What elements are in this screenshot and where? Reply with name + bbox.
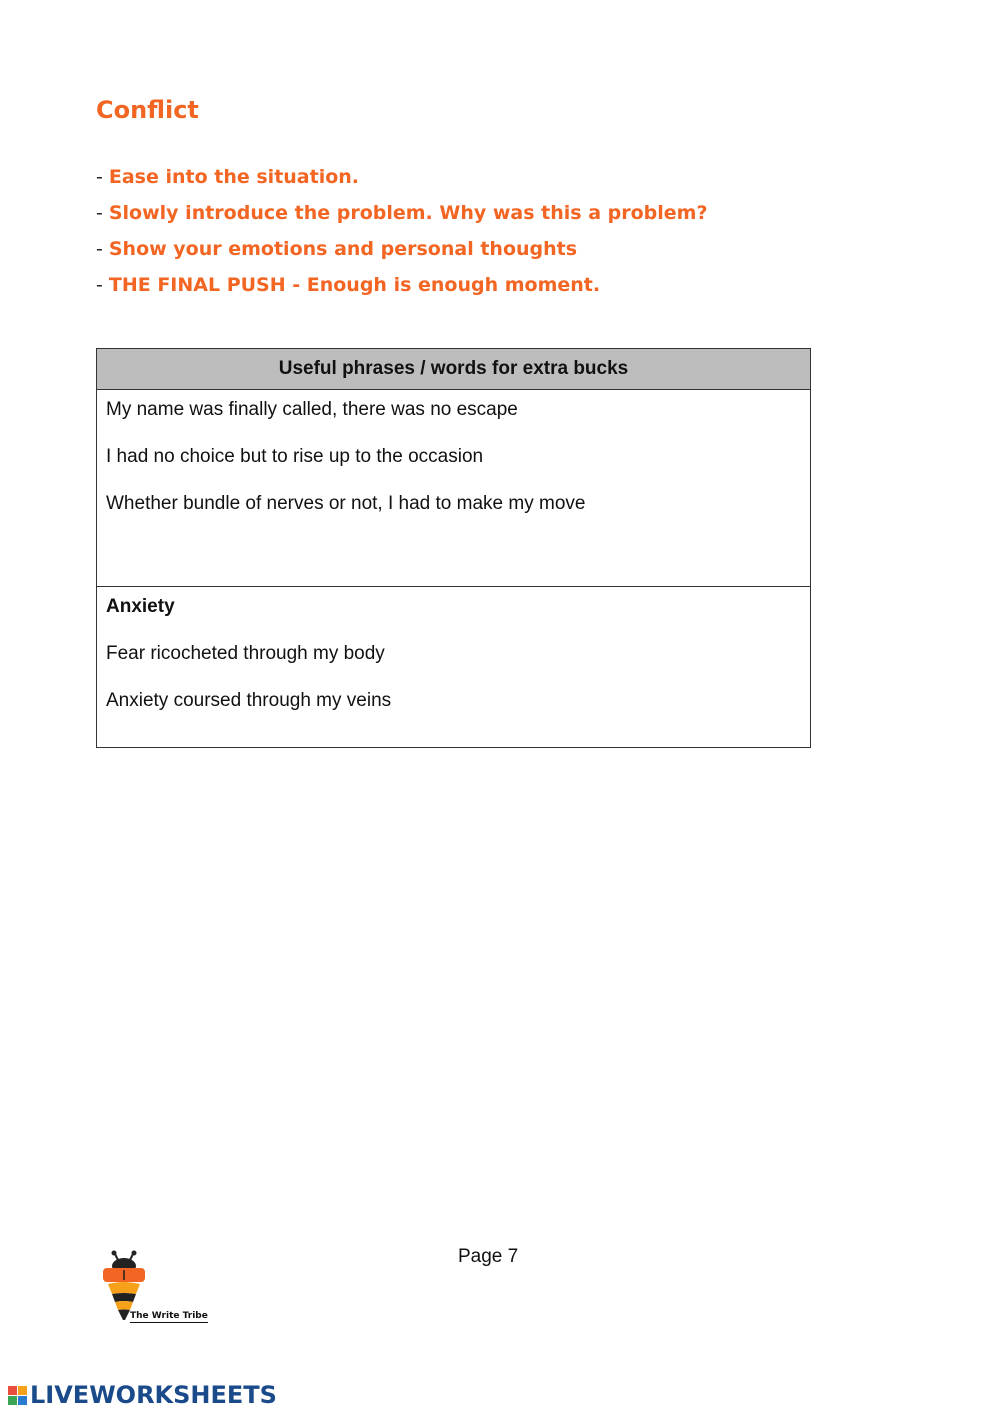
bullet-text: THE FINAL PUSH - Enough is enough moment. — [108, 274, 601, 296]
page-title: Conflict — [96, 96, 199, 124]
anxiety-section — [97, 586, 810, 747]
bullet-item: - Show your emotions and personal thoughts — [96, 238, 578, 260]
phrase-line: Fear ricocheted through my body — [106, 643, 385, 664]
bullet-text: Ease into the situation. — [108, 166, 360, 188]
phrases-section — [97, 390, 810, 586]
bullet-item: - THE FINAL PUSH - Enough is enough moment. — [96, 274, 601, 296]
phrase-line: My name was finally called, there was no escape — [106, 399, 518, 420]
phrase-line: Whether bundle of nerves or not, I had to make my move — [106, 493, 586, 514]
bullet-text: Slowly introduce the problem. Why was this a problem? — [108, 202, 708, 224]
liveworksheets-grid-icon — [8, 1386, 27, 1405]
bullet-item: - Slowly introduce the problem. Why was this a problem? — [96, 202, 708, 224]
table-header: Useful phrases / words for extra bucks — [97, 349, 810, 390]
useful-phrases-table — [96, 348, 811, 748]
conflict-bullet-list — [96, 162, 707, 306]
bullet-item: - Ease into the situation. — [96, 166, 360, 188]
phrase-line: Anxiety coursed through my veins — [106, 690, 392, 711]
phrase-line: I had no choice but to rise up to the occasion — [106, 446, 484, 467]
page-number: Page 7 — [458, 1246, 519, 1267]
bullet-text: Show your emotions and personal thoughts — [108, 238, 578, 260]
logo-caption: The Write Tribe — [130, 1311, 208, 1321]
liveworksheets-footer — [8, 1380, 277, 1410]
footer-brand: LIVEWORKSHEETS — [30, 1381, 277, 1409]
anxiety-heading: Anxiety — [106, 596, 175, 617]
